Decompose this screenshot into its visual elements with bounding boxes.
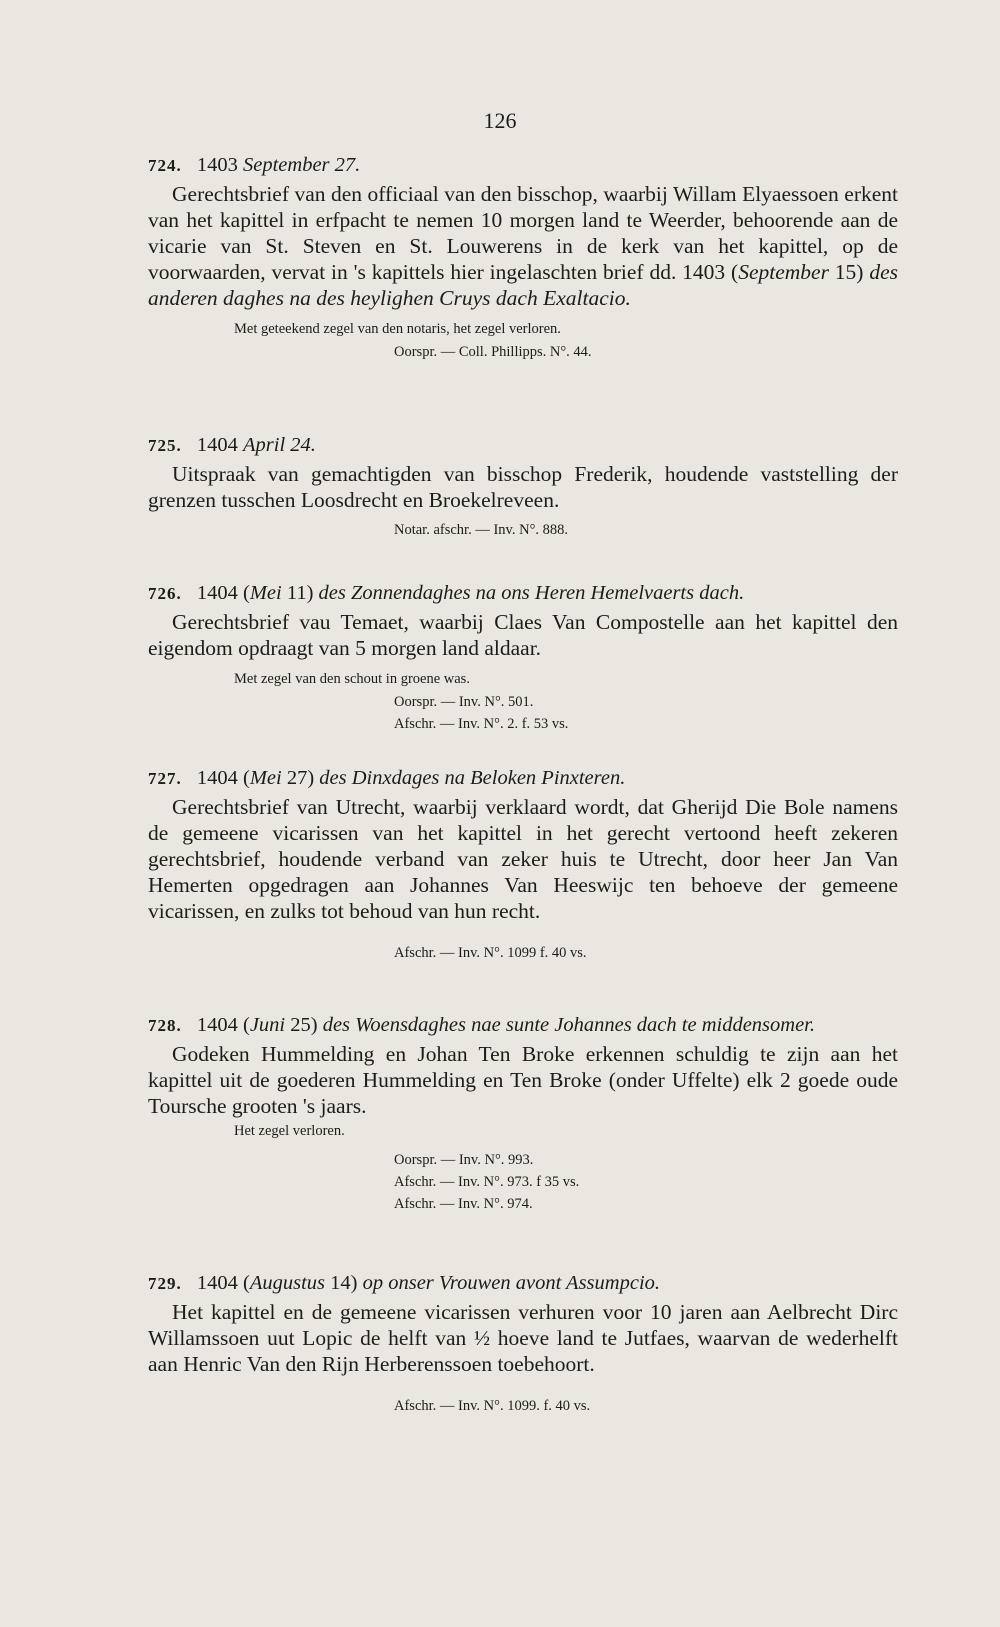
entry-date-italic: Juni: [249, 1014, 286, 1036]
entry-text: Gerechtsbrief van Utrecht, waarbij verklaard wordt, dat Gherijd Die Bole namens de gemeene vicarissen van het kapittel in het gerecht vertoond heeft zekeren gerechtsbrief, houdende verband van zeker huis te Utrecht, door heer Jan Van Hemerten opgedragen aan Johannes Van Heeswijc ten behoeve der gemeene vicarissen, en zulks tot behoud van hun recht.: [148, 795, 898, 923]
entry-date-italic: op onser Vrouwen avont Assumpcio.: [362, 1272, 661, 1294]
page-number: 126: [483, 108, 517, 133]
entry-number: 727.: [148, 769, 182, 788]
entry-heading: [148, 150, 898, 181]
source-line: Oorspr. — Inv. N°. 993.: [394, 1152, 534, 1168]
source-line: Afschr. — Inv. N°. 974.: [394, 1196, 533, 1212]
entry-text-part: 15): [828, 260, 870, 284]
entry-date: 25): [285, 1014, 323, 1036]
entry-726: [148, 578, 898, 735]
source-line: Afschr. — Inv. N°. 1099 f. 40 vs.: [394, 945, 587, 961]
source-line: Notar. afschr. — Inv. N°. 888.: [394, 522, 568, 538]
entry-number: 728.: [148, 1016, 182, 1035]
entry-text-italic: des anderen daghes na des heylighen Cruys dach Exaltacio.: [148, 260, 898, 310]
entry-date-italic: des Zonnendaghes na ons Heren Hemelvaerts dach.: [318, 582, 745, 604]
entry-text: [148, 181, 898, 311]
source-list: [394, 1149, 898, 1215]
entry-date-italic: September 27.: [243, 154, 361, 176]
entry-date-italic: des Woensdaghes nae sunte Johannes dach te middensomer.: [322, 1014, 816, 1036]
seal-note: Met geteekend zegel van den notaris, het zegel verloren.: [234, 321, 561, 337]
entry-text: Uitspraak van gemachtigden van bisschop Frederik, houdende vaststelling der grenzen tusschen Loosdrecht en Broekelreveen.: [148, 462, 898, 512]
entry-date-italic: April 24.: [243, 434, 316, 456]
entry-number: 725.: [148, 436, 182, 455]
entry-date: 1404 (: [196, 582, 250, 604]
entry-725: [148, 430, 898, 541]
entry-number: 724.: [148, 156, 182, 175]
entry-728: [148, 1010, 898, 1215]
entry-date-italic: des Dinxdages na Beloken Pinxteren.: [319, 767, 626, 789]
entry-date-italic: Augustus: [249, 1272, 326, 1294]
source-list: [394, 1395, 898, 1417]
entry-heading: [148, 1010, 898, 1041]
entry-date-italic: Mei: [249, 582, 282, 604]
source-line: Afschr. — Inv. N°. 2. f. 53 vs.: [394, 716, 569, 732]
entry-number: 729.: [148, 1274, 182, 1293]
source-list: [394, 519, 898, 541]
entry-date: 1403: [196, 154, 238, 176]
entry-heading: [148, 1268, 898, 1299]
seal-note: Het zegel verloren.: [234, 1123, 345, 1139]
source-list: [394, 942, 898, 964]
entry-date: 1404 (: [196, 767, 250, 789]
source-line: Oorspr. — Inv. N°. 501.: [394, 694, 534, 710]
entry-text-italic: September: [738, 260, 829, 284]
entry-date: 27): [281, 767, 320, 789]
source-list: [394, 341, 898, 363]
entry-date-italic: Mei: [249, 767, 282, 789]
source-line: Oorspr. — Coll. Phillipps. N°. 44.: [394, 344, 592, 360]
entry-724: [148, 150, 898, 363]
entry-heading: [148, 763, 898, 794]
source-line: Afschr. — Inv. N°. 973. f 35 vs.: [394, 1174, 580, 1190]
entry-date: 11): [281, 582, 319, 604]
source-list: [394, 691, 898, 735]
entry-number: 726.: [148, 584, 182, 603]
seal-note: Met zegel van den schout in groene was.: [234, 671, 470, 687]
source-line: Afschr. — Inv. N°. 1099. f. 40 vs.: [394, 1398, 591, 1414]
entry-heading: [148, 430, 898, 461]
entry-date: 1404 (: [196, 1272, 250, 1294]
entry-text: Gerechtsbrief vau Temaet, waarbij Claes Van Compostelle aan het kapittel den eigendom opdraagt van 5 morgen land aldaar.: [148, 610, 898, 660]
entry-heading: [148, 578, 898, 609]
entry-text: Het kapittel en de gemeene vicarissen verhuren voor 10 jaren aan Aelbrecht Dirc Willamssoen uut Lopic de helft van ½ hoeve land te Jutfaes, waarvan de wederhelft aan Henric Van den Rijn Herberenssoen toebehoort.: [148, 1300, 898, 1376]
entry-date: 1404 (: [196, 1014, 250, 1036]
entry-text: Godeken Hummelding en Johan Ten Broke erkennen schuldig te zijn aan het kapittel uit de goederen Hummelding en Ten Broke (onder Uffelte) elk 2 goede oude Toursche grooten 's jaars.: [148, 1042, 898, 1118]
entry-729: [148, 1268, 898, 1417]
entry-727: [148, 763, 898, 964]
entry-date: 1404: [196, 434, 238, 456]
entry-date: 14): [325, 1272, 363, 1294]
entry-text-part: Gerechtsbrief van den officiaal van den bisschop, waarbij Willam Elyaessoen erkent van het kapittel in erfpacht te nemen 10 morgen land te Weerder, behoorende aan de vicarie van St. Steven en St. Louwerens in de kerk van het kapittel, op de voorwaarden, vervat in 's kapittels hier ingelaschten brief dd. 1403 (: [148, 182, 898, 284]
